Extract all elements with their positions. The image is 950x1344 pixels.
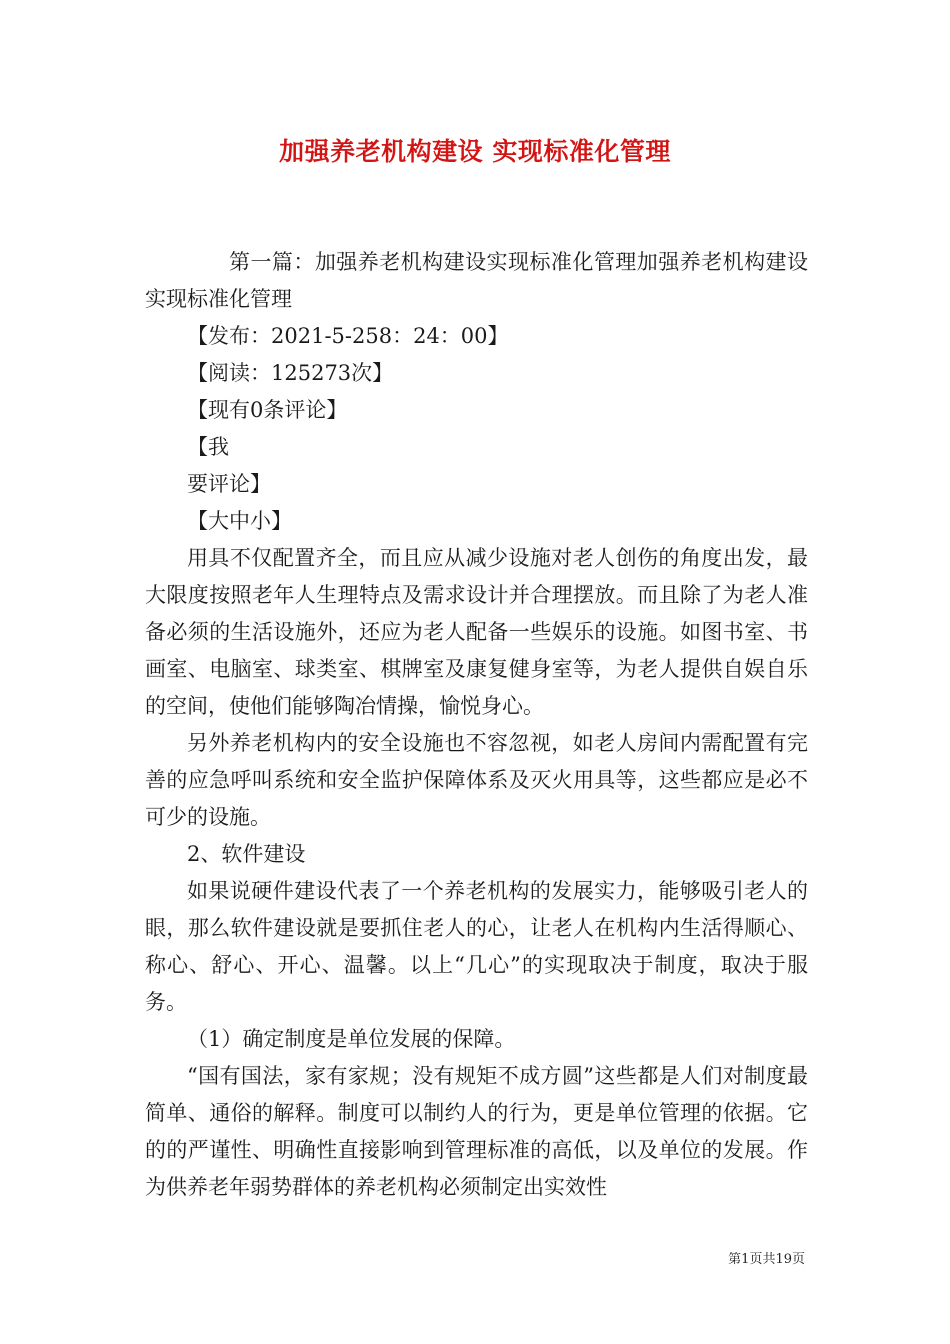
body-paragraph: 如果说硬件建设代表了一个养老机构的发展实力，能够吸引老人的眼，那么软件建设就是要抓住老人的心，让老人在机构内生活得顺心、称心、舒心、开心、温馨。以上“几心”的实现取决于制度，取决于服务。 (145, 879, 808, 1014)
publish-info: 【发布：2021-5-258：24：00】 (187, 324, 509, 348)
comment-count: 【现有0条评论】 (187, 398, 348, 422)
intro-paragraph: 第一篇：加强养老机构建设实现标准化管理加强养老机构建设实现标准化管理 (145, 250, 808, 311)
font-size-options: 【大中小】 (187, 509, 292, 533)
comment-link-part2: 要评论】 (187, 472, 271, 496)
page-number: 第1页共19页 (728, 1252, 805, 1267)
comment-link-part1: 【我 (187, 435, 229, 459)
body-paragraph: 用具不仅配置齐全，而且应从减少设施对老人创伤的角度出发，最大限度按照老年人生理特点及需求设计并合理摆放。而且除了为老人准备必须的生活设施外，还应为老人配备一些娱乐的设施。如图书室、书画室、电脑室、球类室、棋牌室及康复健身室等，为老人提供自娱自乐的空间，使他们能够陶冶情操，愉悦身心。 (145, 546, 808, 718)
body-paragraph: 另外养老机构内的安全设施也不容忽视，如老人房间内需配置有完善的应急呼叫系统和安全监护保障体系及灭火用具等，这些都应是必不可少的设施。 (145, 731, 808, 829)
subsection-heading: （1）确定制度是单位发展的保障。 (187, 1027, 516, 1051)
section-heading: 2、软件建设 (187, 842, 306, 866)
document-title: 加强养老机构建设 实现标准化管理 (279, 137, 671, 166)
read-count: 【阅读：125273次】 (187, 361, 394, 385)
document-body (145, 244, 808, 1206)
body-paragraph: “国有国法，家有家规；没有规矩不成方圆”这些都是人们对制度最简单、通俗的解释。制度可以制约人的行为，更是单位管理的依据。它的的严谨性、明确性直接影响到管理标准的高低，以及单位的发展。作为供养老年弱势群体的养老机构必须制定出实效性 (145, 1064, 808, 1199)
